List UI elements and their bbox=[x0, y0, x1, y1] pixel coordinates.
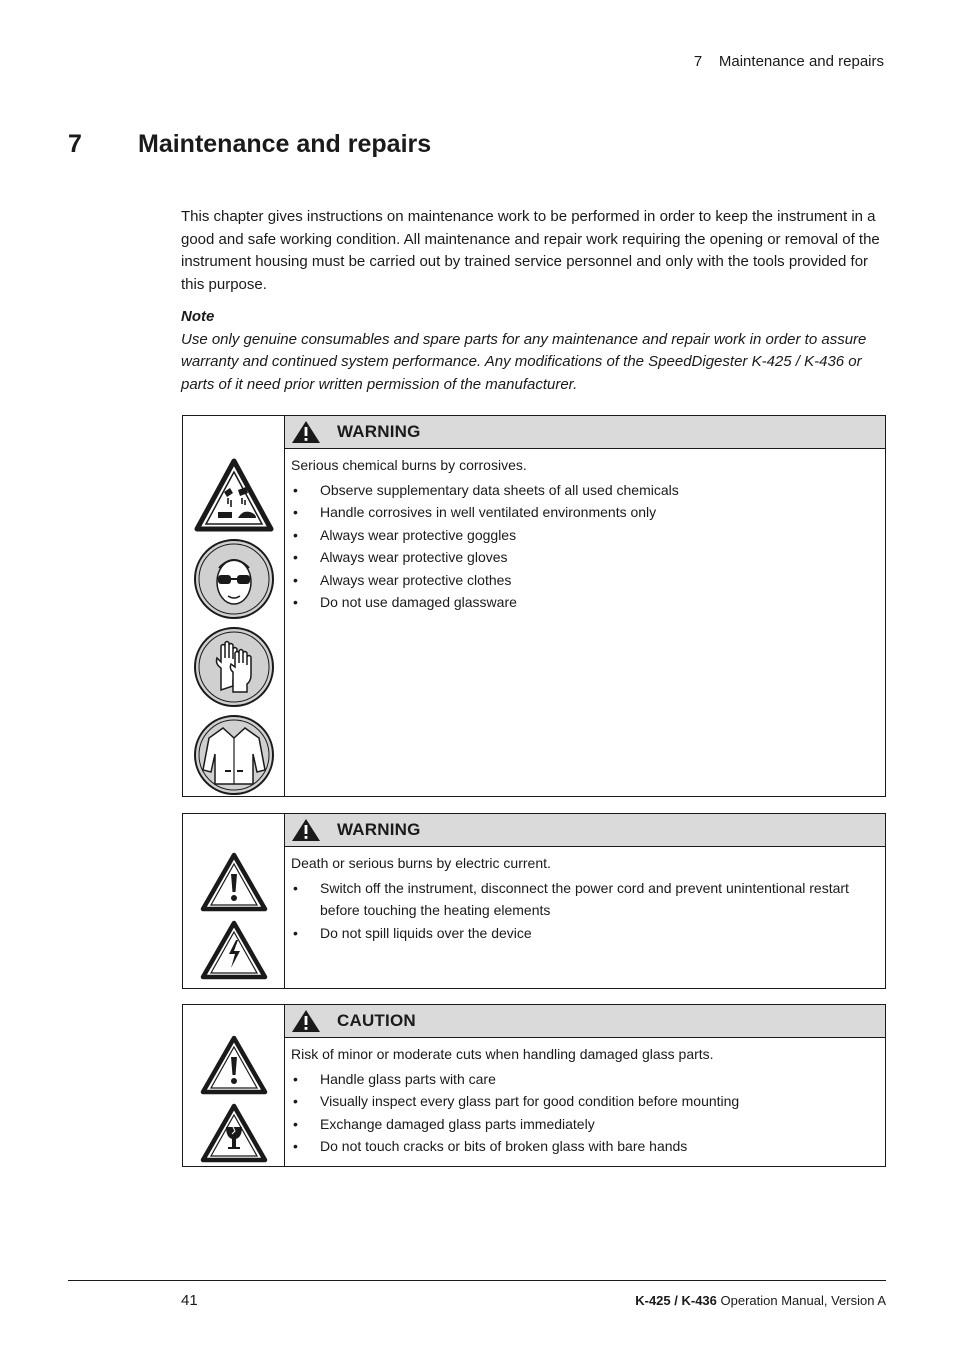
hazard-pictograms bbox=[183, 1005, 285, 1166]
hazard-content bbox=[285, 416, 885, 796]
footer-model: K-425 / K-436 bbox=[635, 1293, 717, 1308]
list-item: • Always wear protective gloves bbox=[291, 546, 879, 569]
hazard-header bbox=[285, 416, 885, 449]
hazard-list bbox=[291, 877, 879, 945]
hazard-lead: Death or serious burns by electric current. bbox=[291, 855, 551, 871]
chapter-number: 7 bbox=[68, 130, 82, 158]
list-item: • Handle glass parts with care bbox=[291, 1068, 879, 1091]
footer-document-title bbox=[635, 1293, 886, 1308]
list-item: • Observe supplementary data sheets of all used chemicals bbox=[291, 479, 879, 502]
hazard-body bbox=[285, 449, 885, 618]
hazard-content bbox=[285, 814, 885, 988]
warning-triangle-icon bbox=[291, 420, 321, 444]
list-item: • Always wear protective goggles bbox=[291, 524, 879, 547]
electric-hazard-icon bbox=[200, 920, 268, 980]
chapter-title bbox=[68, 130, 431, 159]
corrosive-warning-icon bbox=[194, 458, 274, 532]
warning-triangle-icon bbox=[291, 818, 321, 842]
hazard-pictograms bbox=[183, 416, 285, 796]
hazard-list bbox=[291, 479, 879, 614]
broken-glass-icon bbox=[200, 1103, 268, 1163]
hazard-body bbox=[285, 1038, 885, 1162]
hazard-lead: Risk of minor or moderate cuts when handling damaged glass parts. bbox=[291, 1046, 714, 1062]
hazard-box-chemical bbox=[182, 415, 886, 797]
running-head: 7 Maintenance and repairs bbox=[693, 53, 884, 70]
hazard-list bbox=[291, 1068, 879, 1158]
hazard-body bbox=[285, 847, 885, 948]
list-item: • Do not use damaged glassware bbox=[291, 591, 879, 614]
intro-paragraph: This chapter gives instructions on maintenance work to be performed in order to keep the instrument in a good and safe working condition. All maintenance and repair work requiring the opening or removal of the instrument housing must be carried out by trained service personnel and only with the tools provided for this purpose. bbox=[181, 208, 880, 293]
list-item: • Visually inspect every glass part for good condition before mounting bbox=[291, 1090, 879, 1113]
chapter-title-text: Maintenance and repairs bbox=[138, 130, 432, 158]
list-item: • Exchange damaged glass parts immediately bbox=[291, 1113, 879, 1136]
hazard-lead: Serious chemical burns by corrosives. bbox=[291, 457, 527, 473]
note-text: Use only genuine consumables and spare parts for any maintenance and repair work in order to assure warranty and continued system performance. Any modifications of the SpeedDigester K-425 / K-436 or parts of it need prior written permission of the manufacturer. bbox=[181, 330, 867, 393]
signal-word: WARNING bbox=[337, 422, 421, 441]
warning-triangle-icon bbox=[291, 1009, 321, 1033]
gloves-mandatory-icon bbox=[193, 626, 275, 708]
goggles-mandatory-icon bbox=[193, 538, 275, 620]
hazard-header bbox=[285, 814, 885, 847]
protective-clothing-icon bbox=[193, 714, 275, 796]
note-title: Note bbox=[181, 308, 215, 325]
list-item: • Do not spill liquids over the device bbox=[291, 922, 879, 945]
page-number: 41 bbox=[181, 1292, 198, 1309]
note-block bbox=[181, 306, 881, 396]
hazard-content bbox=[285, 1005, 885, 1166]
hazard-box-electric bbox=[182, 813, 886, 989]
list-item: • Switch off the instrument, disconnect the power cord and prevent unintentional restart before touching the heating elements bbox=[291, 877, 879, 922]
hazard-box-glass bbox=[182, 1004, 886, 1167]
signal-word: WARNING bbox=[337, 820, 421, 839]
footer-doc: Operation Manual, Version A bbox=[716, 1293, 886, 1308]
hazard-pictograms bbox=[183, 814, 285, 988]
list-item: • Always wear protective clothes bbox=[291, 569, 879, 592]
hazard-header bbox=[285, 1005, 885, 1038]
general-warning-icon bbox=[200, 852, 268, 912]
list-item: • Do not touch cracks or bits of broken glass with bare hands bbox=[291, 1135, 879, 1158]
footer-rule bbox=[68, 1280, 886, 1281]
general-warning-icon bbox=[200, 1035, 268, 1095]
signal-word: CAUTION bbox=[337, 1011, 416, 1030]
list-item: • Handle corrosives in well ventilated environments only bbox=[291, 501, 879, 524]
